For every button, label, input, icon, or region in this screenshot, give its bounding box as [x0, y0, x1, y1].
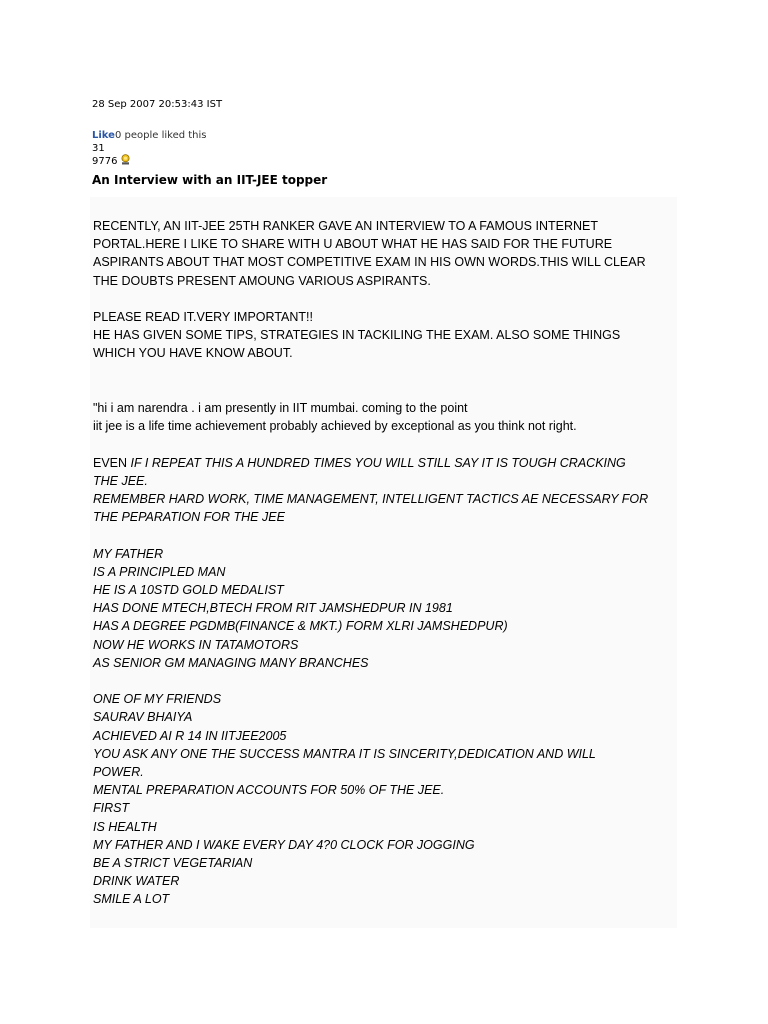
body-line: AS SENIOR GM MANAGING MANY BRANCHES [93, 655, 369, 670]
body-line: BE A STRICT VEGETARIAN [93, 856, 253, 871]
body-line: DRINK WATER [93, 874, 180, 889]
like-count: 0 people liked this [114, 130, 207, 141]
body-line: THE JEE. [93, 473, 148, 488]
body-line: PORTAL.HERE I LIKE TO SHARE WITH U ABOUT WHAT HE HAS SAID FOR THE FUTURE [93, 237, 613, 252]
body-line: REMEMBER HARD WORK, TIME MANAGEMENT, INTELLIGENT TACTICS AE NECESSARY FOR [93, 492, 649, 506]
body-line: ONE OF MY FRIENDS [93, 692, 222, 707]
body-line: HAS DONE MTECH,BTECH FROM RIT JAMSHEDPUR IN 1981 [93, 601, 453, 616]
body-line: MY FATHER AND I WAKE EVERY DAY 4?0 CLOCK FOR JOGGING [93, 837, 475, 852]
count-a: 31 [92, 143, 105, 154]
body-line: ASPIRANTS ABOUT THAT MOST COMPETITIVE EXAM IN HIS OWN WORDS.THIS WILL CLEAR [93, 255, 646, 270]
body-line: FIRST [93, 801, 130, 816]
body-line: THE PEPARATION FOR THE JEE [93, 510, 285, 525]
body-line [93, 454, 674, 472]
post-timestamp: 28 Sep 2007 20:53:43 IST [92, 99, 223, 110]
body-line: HE HAS GIVEN SOME TIPS, STRATEGIES IN TACKILING THE EXAM. ALSO SOME THINGS [93, 328, 621, 343]
body-line: SMILE A LOT [93, 892, 170, 907]
body-line: NOW HE WORKS IN TATAMOTORS [93, 637, 299, 652]
post-body [90, 197, 677, 928]
body-line: THE DOUBTS PRESENT AMOUNG VARIOUS ASPIRANTS. [93, 273, 431, 288]
body-line: HAS A DEGREE PGDMB(FINANCE & MKT.) FORM XLRI JAMSHEDPUR) [93, 619, 508, 634]
post-meta [92, 98, 222, 168]
body-line: HE IS A 10STD GOLD MEDALIST [93, 583, 284, 597]
body-line: ACHIEVED AI R 14 IN IITJEE2005 [93, 728, 287, 743]
body-line: RECENTLY, AN IIT-JEE 25TH RANKER GAVE AN INTERVIEW TO A FAMOUS INTERNET [93, 219, 598, 233]
body-line: YOU ASK ANY ONE THE SUCCESS MANTRA IT IS SINCERITY,DEDICATION AND WILL [93, 746, 596, 761]
count-b-row [92, 155, 222, 168]
gold-medal-icon [120, 154, 131, 165]
body-line: iit jee is a life time achievement probably achieved by exceptional as you think not right. [93, 419, 577, 434]
body-line: MENTAL PREPARATION ACCOUNTS FOR 50% OF THE JEE. [93, 783, 445, 798]
body-line: "hi i am narendra . i am presently in IIT mumbai. coming to the point [93, 401, 468, 415]
even-rest: IF I REPEAT THIS A HUNDRED TIMES YOU WILL STILL SAY IT IS TOUGH CRACKING [130, 455, 626, 470]
body-line: SAURAV BHAIYA [93, 710, 193, 725]
body-line: PLEASE READ IT.VERY IMPORTANT!! [93, 310, 313, 324]
count-b: 9776 [92, 156, 118, 167]
body-line: IS HEALTH [93, 819, 157, 834]
body-line: IS A PRINCIPLED MAN [93, 564, 226, 579]
body-line: WHICH YOU HAVE KNOW ABOUT. [93, 346, 293, 361]
like-row [92, 129, 222, 142]
post-title: An Interview with an IIT-JEE topper [92, 173, 328, 187]
like-button[interactable]: Like [92, 130, 115, 141]
even-prefix: EVEN [93, 455, 131, 470]
body-line: POWER. [93, 765, 144, 780]
body-line: MY FATHER [93, 546, 164, 561]
